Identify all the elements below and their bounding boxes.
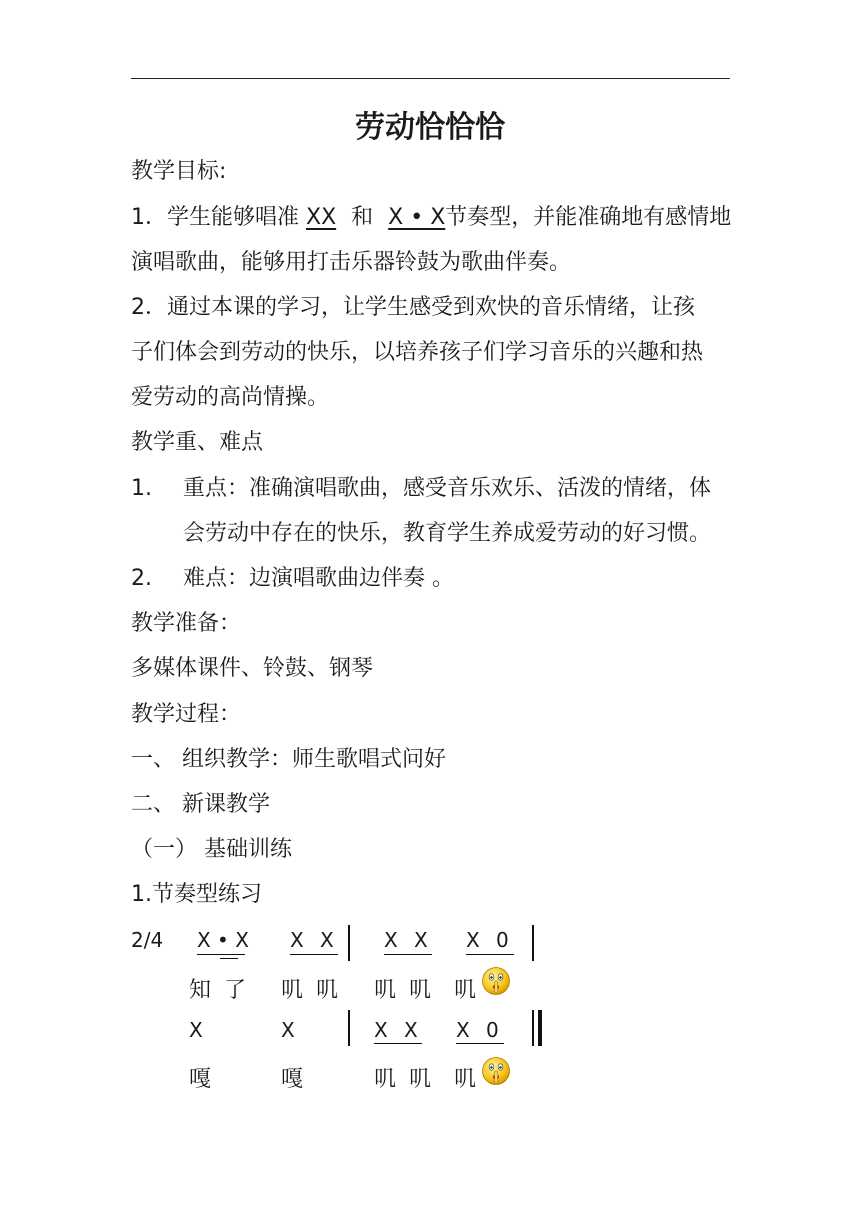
row1-note-1: X • X bbox=[197, 928, 249, 952]
objective-1-line-2: 演唱歌曲，能够用打击乐器铃鼓为歌曲伴奏。 bbox=[131, 250, 572, 275]
rhythm-exercise-heading: 1.节奏型练习 bbox=[131, 882, 262, 907]
final-barline-thick bbox=[538, 1010, 542, 1046]
keypoint-2-number: 2. bbox=[131, 566, 152, 591]
row2-note-3: X X bbox=[374, 1018, 418, 1042]
row1-lyric-4: 叽 bbox=[454, 978, 477, 1003]
barline-row2-a bbox=[348, 1010, 350, 1046]
section-keypoints-heading: 教学重、难点 bbox=[131, 430, 264, 455]
step-2: 二、 新课教学 bbox=[131, 792, 270, 817]
shush-face-icon bbox=[481, 1056, 511, 1086]
row2-note-2: X bbox=[281, 1018, 295, 1042]
objective-2-line-3: 爱劳动的高尚情操。 bbox=[131, 385, 330, 410]
row2-underline-4 bbox=[456, 1043, 504, 1044]
row1-underline-1b bbox=[220, 958, 238, 959]
row1-note-4: X 0 bbox=[466, 928, 509, 952]
row1-lyric-2: 叽 叽 bbox=[281, 978, 338, 1003]
keypoint-2-line: 难点：边演唱歌曲边伴奏 。 bbox=[183, 566, 454, 591]
section-process-heading: 教学过程： bbox=[131, 702, 242, 727]
row1-underline-1 bbox=[197, 954, 245, 955]
objective-2-line-2: 子们体会到劳动的快乐，以培养孩子们学习音乐的兴趣和热 bbox=[131, 340, 704, 365]
objective-2-line-1: 2．通过本课的学习，让学生感受到欢快的音乐情绪，让孩 bbox=[131, 295, 695, 320]
keypoint-1-line-2: 会劳动中存在的快乐，教育学生养成爱劳动的好习惯。 bbox=[183, 521, 712, 546]
section-objectives-heading: 教学目标: bbox=[131, 159, 227, 184]
row1-underline-3 bbox=[384, 954, 432, 955]
objective-1-text-b: 节奏型，并能准确地有感情地 bbox=[445, 205, 732, 230]
page-title: 劳动恰恰恰 bbox=[355, 110, 505, 145]
time-signature: 2/4 bbox=[131, 928, 164, 952]
row2-note-1: X bbox=[189, 1018, 203, 1042]
header-rule bbox=[131, 78, 730, 79]
row1-underline-4 bbox=[466, 954, 514, 955]
keypoint-1-number: 1. bbox=[131, 476, 152, 501]
section-prep-heading: 教学准备： bbox=[131, 611, 242, 636]
keypoint-1-line-1: 重点：准确演唱歌曲，感受音乐欢乐、活泼的情绪，体 bbox=[183, 476, 712, 501]
row1-note-3: X X bbox=[384, 928, 428, 952]
objective-1-and: 和 bbox=[351, 205, 374, 230]
row1-lyric-3: 叽 叽 bbox=[374, 978, 431, 1003]
row2-lyric-1: 嘎 bbox=[189, 1067, 212, 1092]
row1-underline-2 bbox=[290, 954, 338, 955]
row2-lyric-2: 嘎 bbox=[281, 1067, 304, 1092]
step-1: 一、 组织教学：师生歌唱式问好 bbox=[131, 747, 446, 772]
sub-step-1: （一） 基础训练 bbox=[131, 837, 292, 862]
prep-materials: 多媒体课件、铃鼓、钢琴 bbox=[131, 656, 374, 681]
rhythm-xx: XX bbox=[306, 205, 337, 230]
final-barline-thin bbox=[532, 1010, 534, 1046]
barline-row1-b bbox=[532, 925, 534, 961]
rhythm-dotted: X • X bbox=[388, 205, 446, 230]
objective-1-line-1 bbox=[131, 204, 731, 232]
barline-row1-a bbox=[348, 925, 350, 961]
row1-lyric-1: 知 了 bbox=[189, 978, 246, 1003]
row2-lyric-3: 叽 叽 bbox=[374, 1067, 431, 1092]
objective-1-text-a: 1．学生能够唱准 bbox=[131, 205, 299, 230]
row2-underline-3 bbox=[374, 1043, 422, 1044]
row2-lyric-4: 叽 bbox=[454, 1067, 477, 1092]
row2-note-4: X 0 bbox=[456, 1018, 499, 1042]
shush-face-icon bbox=[481, 966, 511, 996]
row1-note-2: X X bbox=[290, 928, 334, 952]
